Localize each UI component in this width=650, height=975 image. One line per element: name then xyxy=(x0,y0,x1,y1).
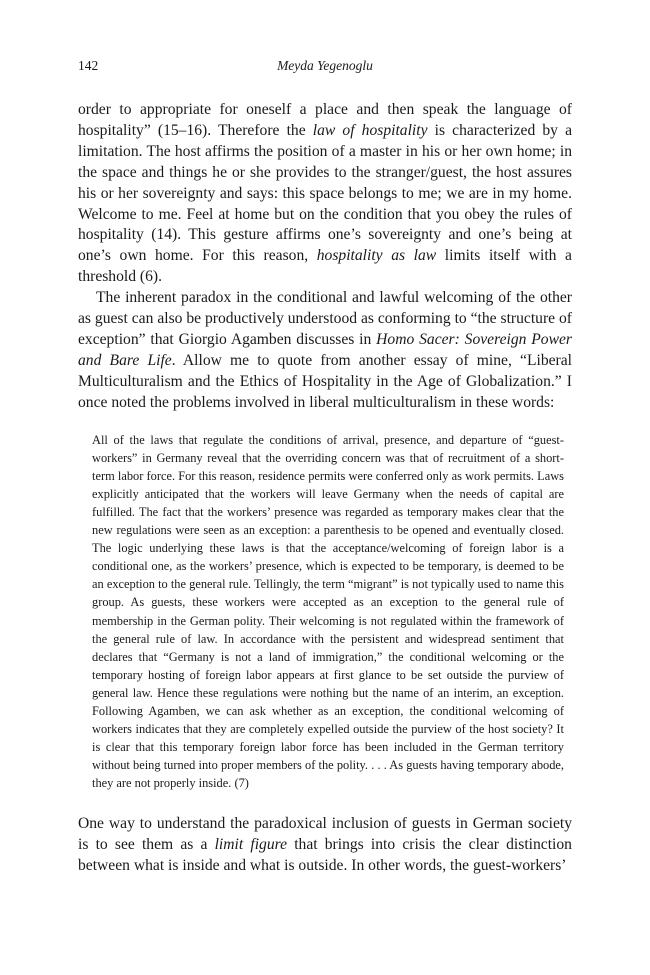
italic-term: limit figure xyxy=(214,836,288,854)
paragraph-text: The inherent paradox in the conditional and lawful welcoming of the other as guest can also be productively understood as conforming to “the structure of exception” that Giorgio Agamben discusses in xyxy=(78,289,572,348)
paragraph-text: is characterized by a limitation. The host affirms the position of a master in his or her own home; in the space and things he or she provides to the stranger/guest, the host assures his or her sovereignty and says: this space belongs to me; we are in my home. Welcome to me. Feel at home but on the condition that you obey the rules of hospitality (14). This gesture affirms one’s sovereignty and one’s being at one’s own home. For this reason, xyxy=(78,121,572,265)
book-page xyxy=(78,58,572,877)
running-title: Meyda Yegenoglu xyxy=(277,58,373,73)
paragraph-text: order to appropriate for oneself a place and then speak the language of hospitality” (15–16). Therefore the xyxy=(78,101,572,139)
paragraph-text: that brings into crisis the clear distinction between what is inside and what is outside. In other words, the guest-workers’ xyxy=(78,836,572,875)
paragraph-2 xyxy=(78,288,572,413)
paragraph-text: . Allow me to quote from another essay of mine, “Liberal Multiculturalism and the Ethics of Hospitality in the Age of Globalization.” I once noted the problems involved in liberal multiculturalism in these words: xyxy=(78,351,572,411)
body-text-continued xyxy=(78,814,572,877)
book-title: Homo Sacer: Sovereign Power and Bare Life xyxy=(78,330,572,369)
paragraph-text: limits itself with a threshold (6). xyxy=(78,247,572,286)
quotation-text: All of the laws that regulate the conditions of arrival, presence, and departure of “guest-workers” in Germany reveal that the overriding concern was that of recruitment of a short-term labor force. For this reason, residence permits were conferred only as work permits. Laws explicitly anticipated that the workers will leave Germany when the needs of capital are fulfilled. The fact that the workers’ presence was regarded as temporary makes clear that the new regulations were seen as an exception: a parenthesis to be opened and eventually closed. The logic underlying these laws is that the acceptance/welcoming of foreign labor is a conditional one, as the workers’ presence, which is expected to be temporary, is deemed to be an exception to the general rule. Tellingly, the term “migrant” is not typically used to name this group. As guests, these workers were accepted as an exception to the general rule of membership in the German polity. Their welcoming is not regulated within the framework of the general rule of law. In accordance with the persistent and widespread sentiment that declares that “Germany is not a land of immigration,” the conditional welcoming or the temporary hosting of foreign labor appears at first glance to be set outside the purview of general law. Hence these regulations were nothing but the name of an interim, an exception. Following Agamben, we can ask whether as an exception, the conditional welcoming of workers indicates that they are completely expelled outside the purview of the host society? It is clear that this temporary foreign labor force has been included in the German territory without being turned into proper members of the polity. . . . As guests having temporary abode, they are not properly inside. (7) xyxy=(92,432,564,791)
running-head xyxy=(78,58,572,80)
page-number: 142 xyxy=(78,58,99,73)
body-text xyxy=(78,100,572,414)
paragraph-1 xyxy=(78,100,572,288)
paragraph-3 xyxy=(78,814,572,877)
block-quotation xyxy=(92,431,564,793)
paragraph-text: One way to understand the paradoxical inclusion of guests in German society is to see them as a xyxy=(78,815,572,854)
italic-term: hospitality as law xyxy=(316,247,437,265)
italic-term: law of hospitality xyxy=(312,121,428,139)
